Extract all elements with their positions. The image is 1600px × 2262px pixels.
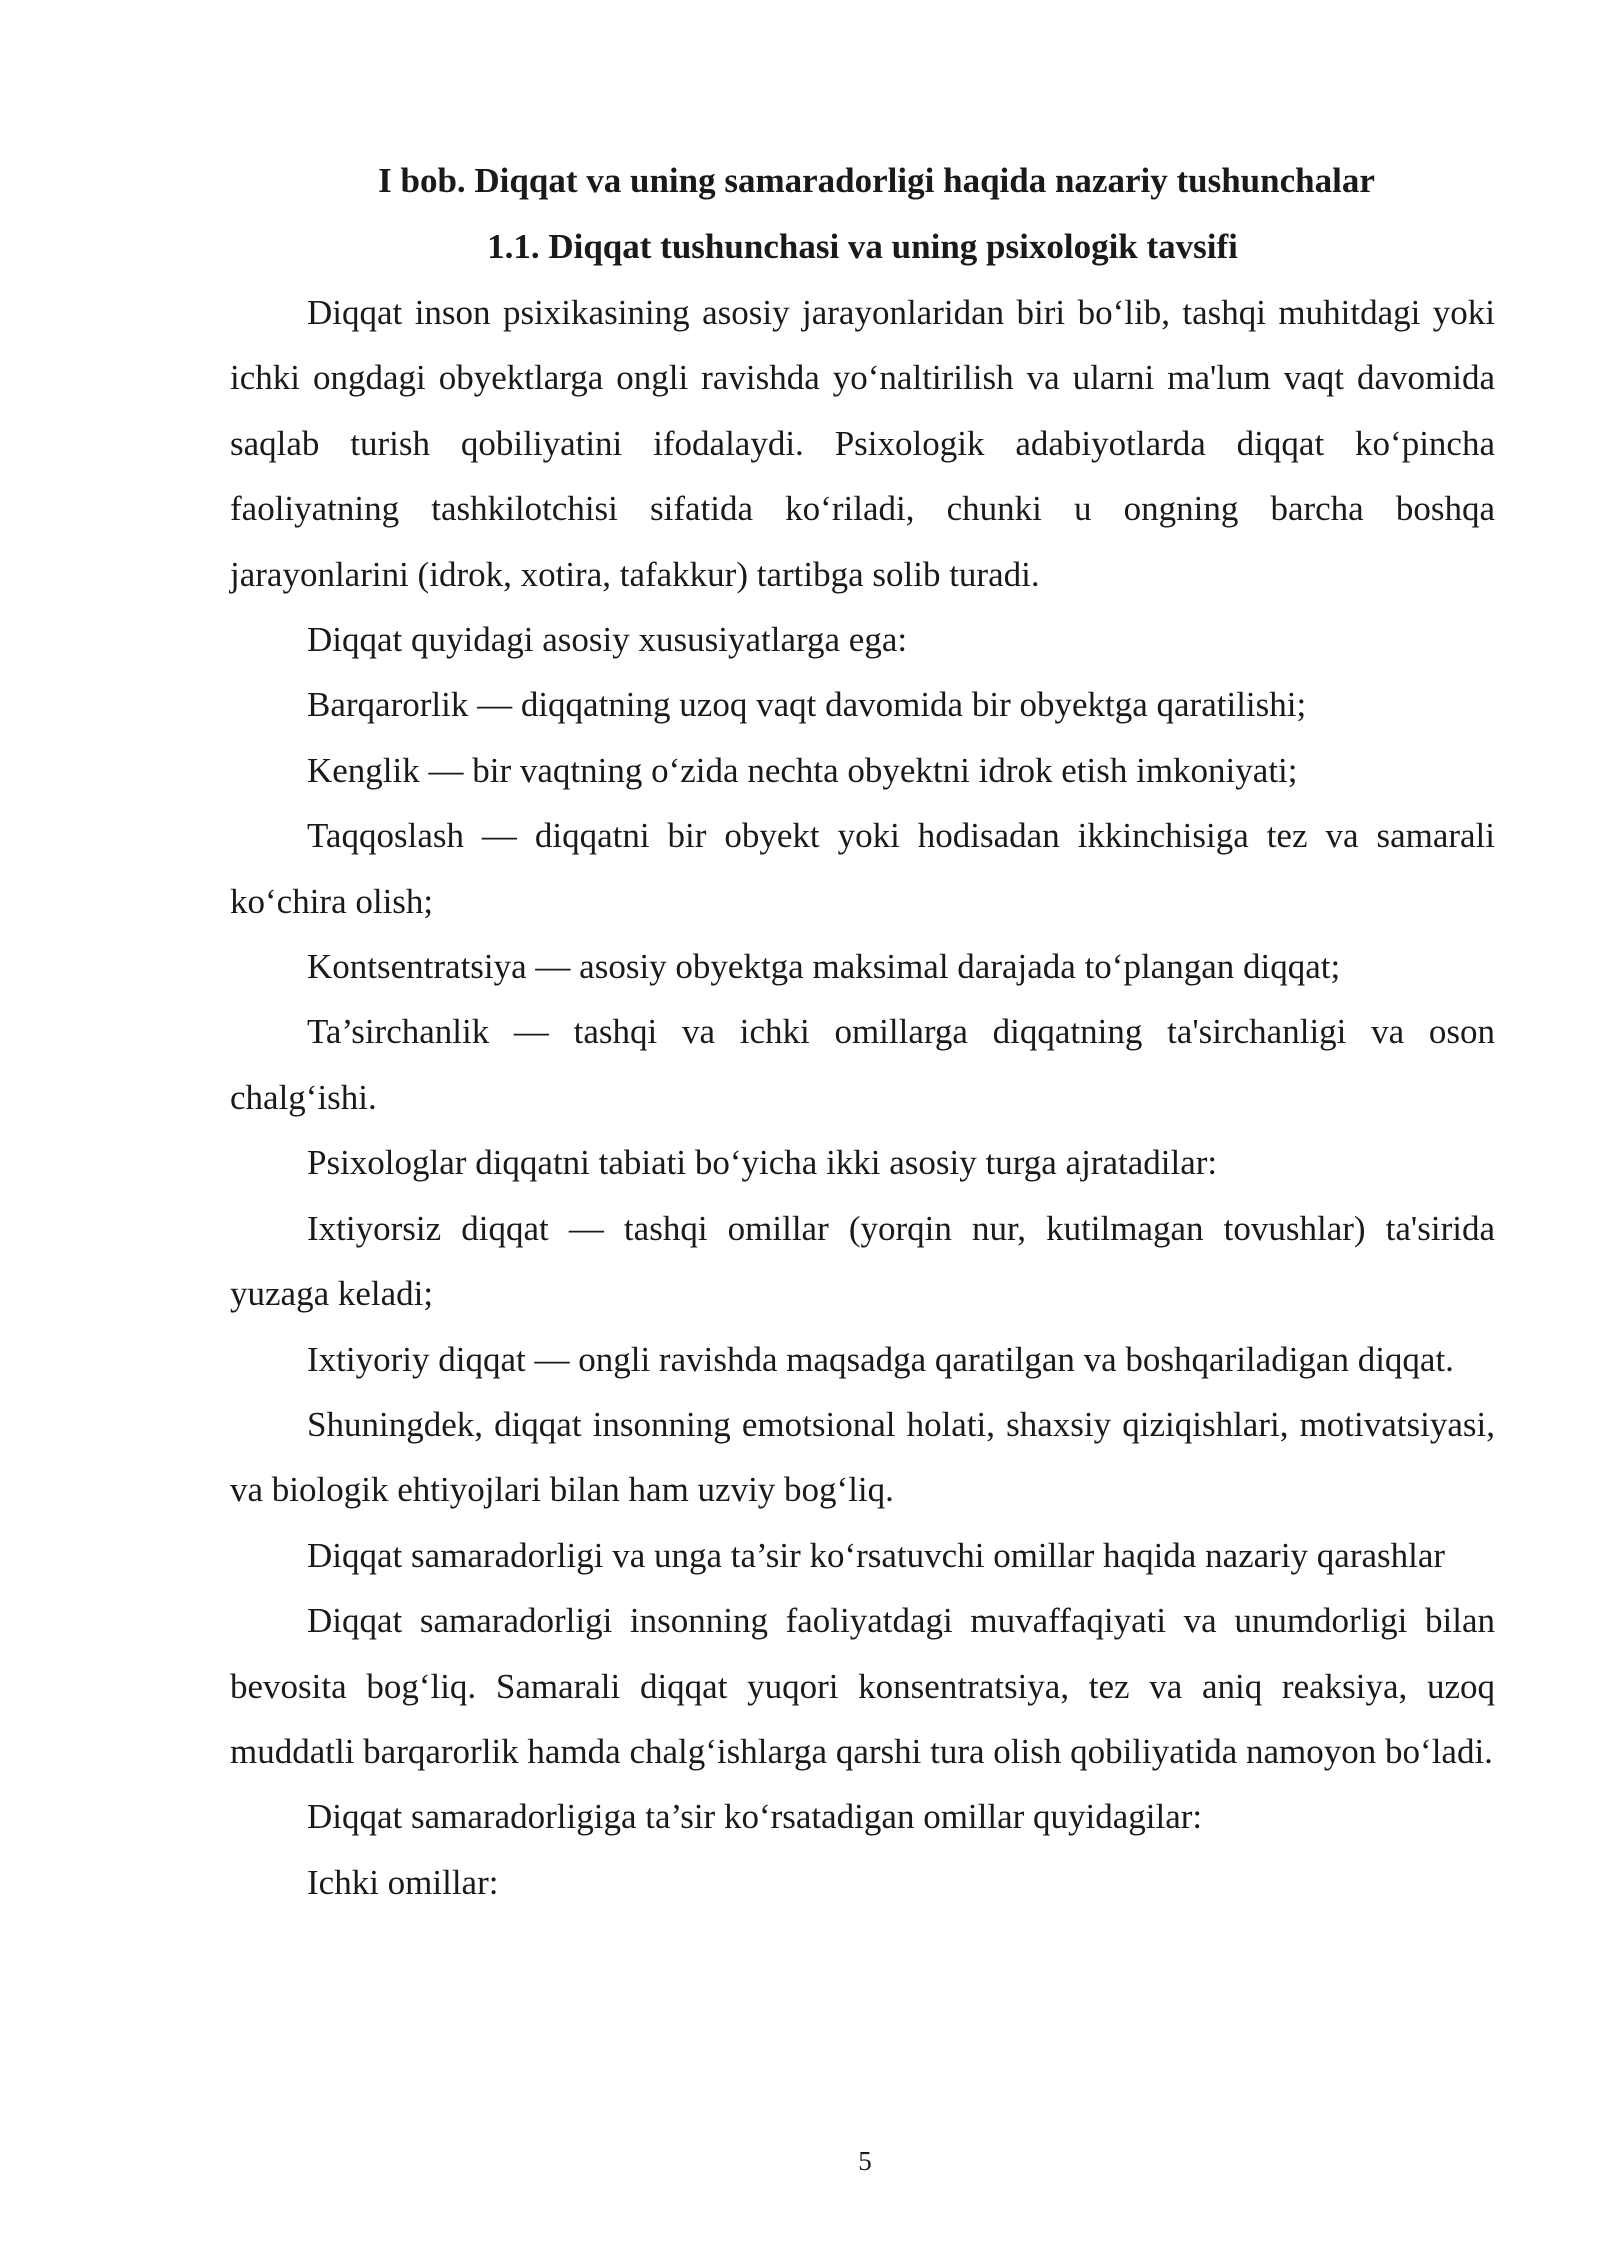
paragraph: Diqqat samaradorligiga ta’sir ko‘rsatadigan omillar quyidagilar:: [307, 1797, 1203, 1837]
chapter-title: I bob. Diqqat va uning samaradorligi haqida nazariy tushunchalar: [378, 161, 1375, 200]
paragraph: Ichki omillar:: [307, 1862, 499, 1902]
document-page: [230, 148, 1495, 1915]
list-item: Kontsentratsiya — asosiy obyektga maksimal darajada to‘plangan diqqat;: [307, 947, 1341, 987]
list-item: Ixtiyorsiz diqqat — tashqi omillar (yorqin nur, kutilmagan tovushlar) ta'sirida yuzaga keladi;: [230, 1208, 1495, 1314]
list-item: Ixtiyoriy diqqat — ongli ravishda maqsadga qaratilgan va boshqariladigan diqqat.: [307, 1339, 1454, 1379]
paragraph: Shuningdek, diqqat insonning emotsional holati, shaxsiy qiziqishlari, motivatsiyasi, va biologik ehtiyojlari bilan ham uzviy bog‘liq.: [230, 1404, 1495, 1510]
subheading-paragraph: Diqqat samaradorligi va unga ta’sir ko‘rsatuvchi omillar haqida nazariy qarashlar: [307, 1535, 1446, 1575]
list-item: Kenglik — bir vaqtning o‘zida nechta obyektni idrok etish imkoniyati;: [307, 750, 1298, 790]
paragraph: Diqqat samaradorligi insonning faoliyatdagi muvaffaqiyati va unumdorligi bilan bevosita bog‘liq. Samarali diqqat yuqori konsentratsiya, tez va aniq reaksiya, uzoq muddatli barqarorlik hamda chalg‘ishlarga qarshi tura olish qobiliyatida namoyon bo‘ladi.: [230, 1601, 1495, 1771]
list-item: Taqqoslash — diqqatni bir obyekt yoki hodisadan ikkinchisiga tez va samarali ko‘chira olish;: [230, 816, 1495, 921]
page-number: 5: [858, 2146, 872, 2176]
paragraph: Psixologlar diqqatni tabiati bo‘yicha ikki asosiy turga ajratadilar:: [307, 1143, 1218, 1183]
paragraph: Diqqat quyidagi asosiy xususiyatlarga ega:: [307, 620, 908, 660]
paragraph: Diqqat inson psixikasining asosiy jarayonlaridan biri bo‘lib, tashqi muhitdagi yoki ichki ongdagi obyektlarga ongli ravishda yo‘naltirilish va ularni ma'lum vaqt davomida saqlab turish qobiliyatini ifodalaydi. Psixologik adabiyotlarda diqqat ko‘pincha faoliyatning tashkilotchisi sifatida ko‘riladi, chunki u ongning barcha boshqa jarayonlarini (idrok, xotira, tafakkur) tartibga solib turadi.: [230, 293, 1495, 594]
list-item: Barqarorlik — diqqatning uzoq vaqt davomida bir obyektga qaratilishi;: [307, 685, 1307, 725]
section-title: 1.1. Diqqat tushunchasi va uning psixologik tavsifi: [487, 227, 1238, 266]
list-item: Ta’sirchanlik — tashqi va ichki omillarga diqqatning ta'sirchanligi va oson chalg‘ishi.: [230, 1012, 1495, 1117]
